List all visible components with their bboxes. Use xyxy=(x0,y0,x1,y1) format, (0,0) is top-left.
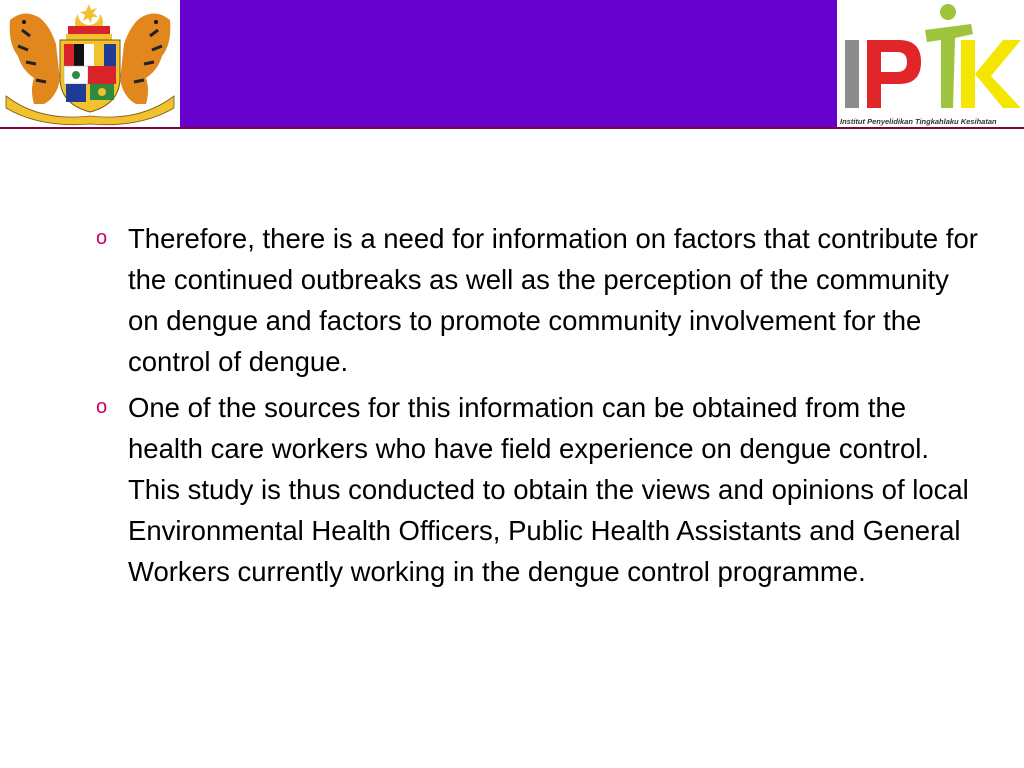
iptk-logo xyxy=(837,0,1024,128)
coat-of-arms-icon xyxy=(0,0,180,128)
bullet-text: Therefore, there is a need for information on factors that contribute for the continued outbreaks as well as the perception of the community on dengue and factors to promote community involvement for the control of dengue. xyxy=(128,223,978,377)
iptk-caption: Institut Penyelidikan Tingkahlaku Kesihatan xyxy=(840,117,997,126)
bullet-text: One of the sources for this information can be obtained from the health care workers who have field experience on dengue control. This study is thus conducted to obtain the views and opinions of local Environmental Health Officers, Public Health Assistants and General Workers currently working in the dengue control programme. xyxy=(128,392,969,587)
bullet-list xyxy=(96,218,986,597)
iptk-logo-icon xyxy=(837,0,1024,128)
bullet-item xyxy=(96,218,986,382)
bullet-marker: o xyxy=(96,227,108,249)
bullet-marker: o xyxy=(96,396,108,418)
coat-of-arms-logo xyxy=(0,0,180,128)
header-title-bar xyxy=(180,0,837,128)
bullet-item xyxy=(96,387,986,592)
header-divider xyxy=(0,127,1024,129)
slide-header xyxy=(0,0,1024,130)
